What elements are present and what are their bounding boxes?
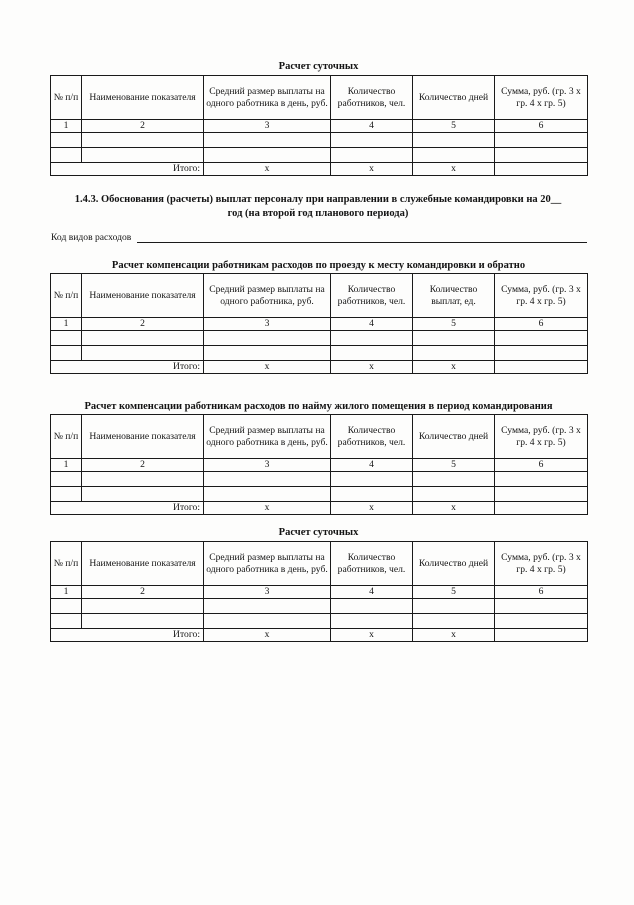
column-number-row xyxy=(51,120,588,133)
cell[interactable] xyxy=(495,599,588,614)
cell[interactable] xyxy=(495,133,588,148)
cell[interactable] xyxy=(204,331,331,346)
cell[interactable] xyxy=(495,614,588,629)
cell[interactable] xyxy=(331,331,413,346)
header-number: № п/п xyxy=(51,274,82,318)
daily-allowance-table xyxy=(50,541,588,642)
cell[interactable] xyxy=(331,133,413,148)
table-row xyxy=(51,487,588,502)
section-heading-line1: 1.4.3. Обоснования (расчеты) выплат персоналу при направлении в служебные командировки на 20__ xyxy=(74,194,562,205)
column-number-row xyxy=(51,459,588,472)
colnum: 2 xyxy=(82,318,204,331)
total-x: x xyxy=(331,361,413,374)
total-x: x xyxy=(413,163,495,176)
colnum: 3 xyxy=(204,586,331,599)
cell[interactable] xyxy=(495,346,588,361)
cell[interactable] xyxy=(413,148,495,163)
cell[interactable] xyxy=(204,599,331,614)
total-x: x xyxy=(204,629,331,642)
total-x: x xyxy=(331,163,413,176)
header-workers: Количество работников, чел. xyxy=(331,274,413,318)
cell[interactable] xyxy=(204,148,331,163)
header-avg-payment: Средний размер выплаты на одного работника в день, руб. xyxy=(204,76,331,120)
header-workers: Количество работников, чел. xyxy=(331,542,413,586)
housing-compensation-table-block xyxy=(50,401,587,515)
colnum: 2 xyxy=(82,459,204,472)
total-x: x xyxy=(204,361,331,374)
cell[interactable] xyxy=(495,472,588,487)
header-row xyxy=(51,542,588,586)
cell[interactable] xyxy=(331,599,413,614)
total-row xyxy=(51,361,588,374)
colnum: 2 xyxy=(82,120,204,133)
cell[interactable] xyxy=(82,331,204,346)
header-row xyxy=(51,274,588,318)
cell[interactable] xyxy=(331,148,413,163)
header-workers: Количество работников, чел. xyxy=(331,76,413,120)
header-sum: Сумма, руб. (гр. 3 x гр. 4 x гр. 5) xyxy=(495,76,588,120)
cell[interactable] xyxy=(51,599,82,614)
colnum: 3 xyxy=(204,318,331,331)
expense-code-line xyxy=(51,232,587,243)
total-sum-cell[interactable] xyxy=(495,163,588,176)
colnum: 2 xyxy=(82,586,204,599)
table-row xyxy=(51,346,588,361)
travel-compensation-table-block xyxy=(50,260,587,374)
header-sum: Сумма, руб. (гр. 3 x гр. 4 x гр. 5) xyxy=(495,415,588,459)
total-label: Итого: xyxy=(51,502,204,515)
header-avg-payment: Средний размер выплаты на одного работника в день, руб. xyxy=(204,542,331,586)
colnum: 5 xyxy=(413,459,495,472)
cell[interactable] xyxy=(413,487,495,502)
header-row xyxy=(51,415,588,459)
cell[interactable] xyxy=(204,133,331,148)
cell[interactable] xyxy=(331,614,413,629)
cell[interactable] xyxy=(495,331,588,346)
header-indicator: Наименование показателя xyxy=(82,274,204,318)
header-days: Количество дней xyxy=(413,542,495,586)
colnum: 1 xyxy=(51,318,82,331)
colnum: 5 xyxy=(413,586,495,599)
cell[interactable] xyxy=(82,487,204,502)
table-row xyxy=(51,331,588,346)
colnum: 6 xyxy=(495,586,588,599)
total-row xyxy=(51,502,588,515)
total-label: Итого: xyxy=(51,361,204,374)
table-row xyxy=(51,133,588,148)
cell[interactable] xyxy=(413,599,495,614)
header-number: № п/п xyxy=(51,542,82,586)
total-x: x xyxy=(331,502,413,515)
header-avg-payment: Средний размер выплаты на одного работника в день, руб. xyxy=(204,415,331,459)
daily-allowance-table-1-block xyxy=(50,61,587,176)
cell[interactable] xyxy=(82,599,204,614)
colnum: 6 xyxy=(495,318,588,331)
cell[interactable] xyxy=(51,148,82,163)
cell[interactable] xyxy=(51,331,82,346)
column-number-row xyxy=(51,586,588,599)
section-heading-line2: год (на второй год планового периода) xyxy=(227,208,409,219)
cell[interactable] xyxy=(51,133,82,148)
header-sum: Сумма, руб. (гр. 3 x гр. 4 x гр. 5) xyxy=(495,542,588,586)
table-title: Расчет суточных xyxy=(278,61,359,72)
colnum: 6 xyxy=(495,120,588,133)
header-sum: Сумма, руб. (гр. 3 x гр. 4 x гр. 5) xyxy=(495,274,588,318)
colnum: 3 xyxy=(204,459,331,472)
colnum: 4 xyxy=(331,459,413,472)
colnum: 5 xyxy=(413,120,495,133)
section-heading xyxy=(48,193,588,221)
cell[interactable] xyxy=(82,346,204,361)
total-x: x xyxy=(204,502,331,515)
cell[interactable] xyxy=(82,472,204,487)
colnum: 4 xyxy=(331,586,413,599)
header-days: Количество дней xyxy=(413,415,495,459)
cell[interactable] xyxy=(51,487,82,502)
total-row xyxy=(51,629,588,642)
cell[interactable] xyxy=(204,346,331,361)
total-x: x xyxy=(331,629,413,642)
colnum: 1 xyxy=(51,586,82,599)
table-title: Расчет суточных xyxy=(278,527,359,538)
daily-allowance-table-2-block xyxy=(50,527,587,642)
total-sum-cell[interactable] xyxy=(495,361,588,374)
colnum: 4 xyxy=(331,120,413,133)
cell[interactable] xyxy=(413,331,495,346)
table-title: Расчет компенсации работникам расходов по найму жилого помещения в период командирования xyxy=(84,401,553,412)
cell[interactable] xyxy=(331,346,413,361)
total-x: x xyxy=(413,502,495,515)
table-row xyxy=(51,472,588,487)
total-x: x xyxy=(413,629,495,642)
table-row xyxy=(51,614,588,629)
header-number: № п/п xyxy=(51,415,82,459)
header-days: Количество дней xyxy=(413,76,495,120)
cell[interactable] xyxy=(51,614,82,629)
header-workers: Количество работников, чел. xyxy=(331,415,413,459)
column-number-row xyxy=(51,318,588,331)
expense-code-field[interactable] xyxy=(137,232,587,243)
colnum: 4 xyxy=(331,318,413,331)
header-indicator: Наименование показателя xyxy=(82,76,204,120)
cell[interactable] xyxy=(204,487,331,502)
total-row xyxy=(51,163,588,176)
cell[interactable] xyxy=(82,148,204,163)
colnum: 3 xyxy=(204,120,331,133)
header-avg-payment: Средний размер выплаты на одного работника, руб. xyxy=(204,274,331,318)
cell[interactable] xyxy=(413,346,495,361)
total-x: x xyxy=(204,163,331,176)
cell[interactable] xyxy=(413,614,495,629)
cell[interactable] xyxy=(51,472,82,487)
total-sum-cell[interactable] xyxy=(495,502,588,515)
header-indicator: Наименование показателя xyxy=(82,542,204,586)
cell[interactable] xyxy=(413,472,495,487)
housing-compensation-table xyxy=(50,414,588,515)
cell[interactable] xyxy=(82,133,204,148)
cell[interactable] xyxy=(82,614,204,629)
table-row xyxy=(51,148,588,163)
total-label: Итого: xyxy=(51,163,204,176)
cell[interactable] xyxy=(331,472,413,487)
header-number: № п/п xyxy=(51,76,82,120)
cell[interactable] xyxy=(495,487,588,502)
cell[interactable] xyxy=(51,346,82,361)
total-x: x xyxy=(413,361,495,374)
travel-compensation-table xyxy=(50,273,588,374)
table-row xyxy=(51,599,588,614)
total-label: Итого: xyxy=(51,629,204,642)
table-title: Расчет компенсации работникам расходов по проезду к месту командировки и обратно xyxy=(111,260,526,271)
cell[interactable] xyxy=(413,133,495,148)
colnum: 1 xyxy=(51,120,82,133)
cell[interactable] xyxy=(204,614,331,629)
expense-code-label: Код видов расходов xyxy=(51,232,132,243)
colnum: 5 xyxy=(413,318,495,331)
header-indicator: Наименование показателя xyxy=(82,415,204,459)
total-sum-cell[interactable] xyxy=(495,629,588,642)
cell[interactable] xyxy=(204,472,331,487)
cell[interactable] xyxy=(495,148,588,163)
header-row xyxy=(51,76,588,120)
colnum: 1 xyxy=(51,459,82,472)
daily-allowance-table xyxy=(50,75,588,176)
colnum: 6 xyxy=(495,459,588,472)
cell[interactable] xyxy=(331,487,413,502)
header-payments: Количество выплат, ед. xyxy=(413,274,495,318)
